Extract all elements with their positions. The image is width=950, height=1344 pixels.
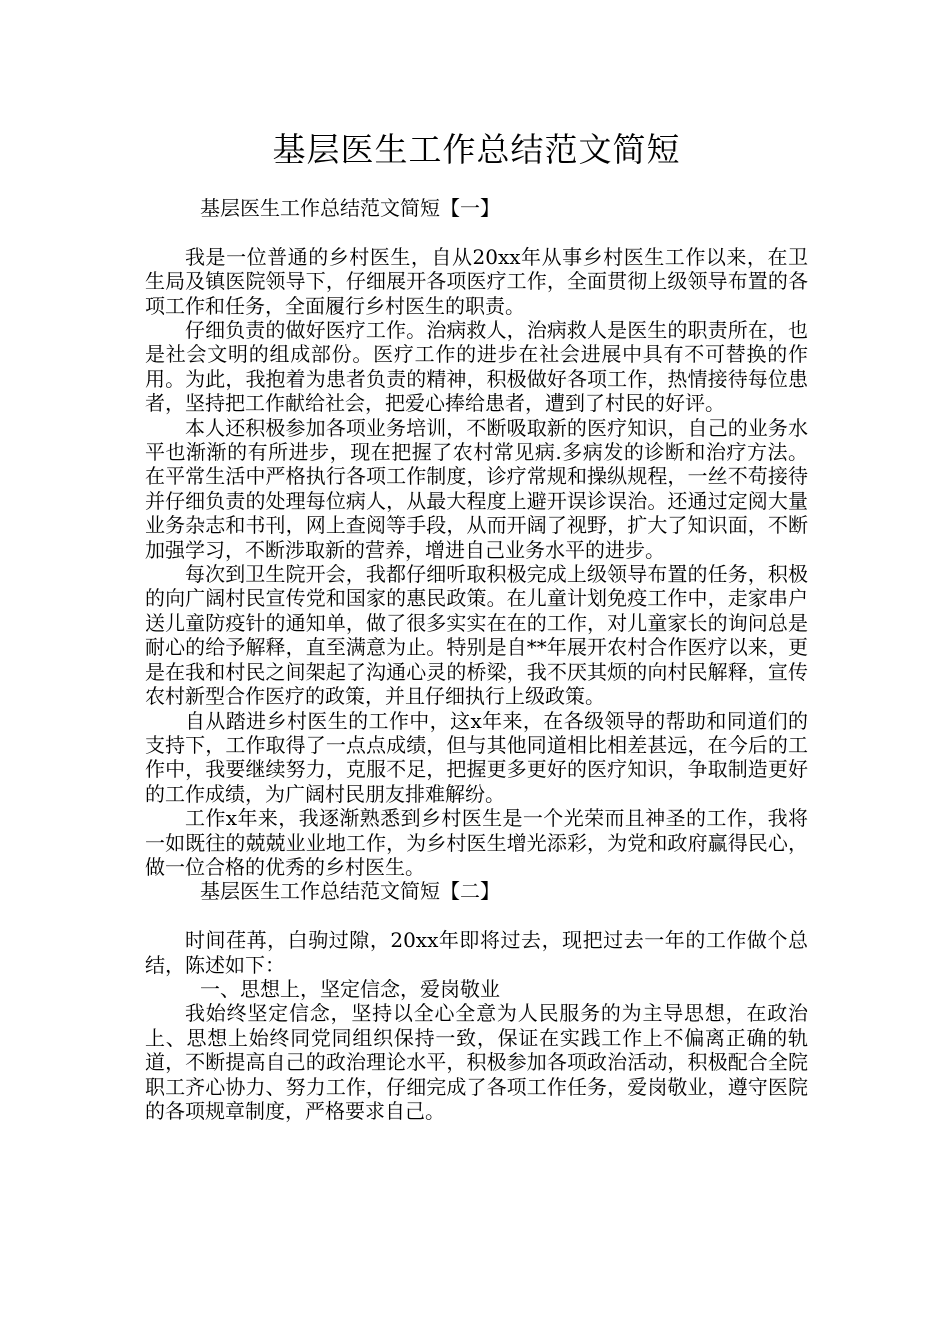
section-heading-2: 基层医生工作总结范文简短【二】 [200, 879, 500, 904]
paragraph: 仔细负责的做好医疗工作。治病救人，治病救人是医生的职责所在，也是社会文明的组成部份。医疗工作的进步在社会进展中具有不可替换的作用。为此，我抱着为患者负责的精神，积极做好各项工作，热情接待每位患者，坚持把工作献给社会，把爱心捧给患者，遭到了村民的好评。 [145, 318, 808, 416]
paragraph: 时间荏苒，白驹过隙，20xx年即将过去，现把过去一年的工作做个总结，陈述如下： [145, 928, 808, 977]
blank-line [145, 904, 808, 928]
subheading: 一、思想上，坚定信念，爱岗敬业 [200, 976, 500, 1001]
paragraph: 工作x年来，我逐渐熟悉到乡村医生是一个光荣而且神圣的工作，我将一如既往的兢兢业业地工作，为乡村医生增光添彩，为党和政府赢得民心，做一位合格的优秀的乡村医生。 [145, 806, 808, 879]
document-body [145, 196, 808, 1123]
paragraph: 自从踏进乡村医生的工作中，这x年来，在各级领导的帮助和同道们的支持下，工作取得了一点点成绩，但与其他同道相比相差甚远，在今后的工作中，我要继续努力，克服不足，把握更多更好的医疗知识，争取制造更好的工作成绩，为广阔村民朋友排难解纷。 [145, 708, 808, 806]
document-title: 基层医生工作总结范文简短 [272, 130, 681, 169]
paragraph: 我始终坚定信念，坚持以全心全意为人民服务的为主导思想，在政治上、思想上始终同党同组织保持一致，保证在实践工作上不偏离正确的轨道，不断提高自己的政治理论水平，积极参加各项政治活动，积极配合全院职工齐心协力、努力工作，仔细完成了各项工作任务，爱岗敬业，遵守医院的各项规章制度，严格要求自己。 [145, 1001, 808, 1123]
paragraph: 每次到卫生院开会，我都仔细听取积极完成上级领导布置的任务，积极的向广阔村民宣传党和国家的惠民政策。在儿童计划免疫工作中，走家串户送儿童防疫针的通知单，做了很多实实在在的工作，对儿童家长的询问总是耐心的给予解释，直至满意为止。特别是自**年展开农村合作医疗以来，更是在我和村民之间架起了沟通心灵的桥梁，我不厌其烦的向村民解释，宣传农村新型合作医疗的政策，并且仔细执行上级政策。 [145, 562, 808, 709]
blank-line [145, 220, 808, 244]
section-heading-1: 基层医生工作总结范文简短【一】 [200, 196, 500, 220]
paragraph: 本人还积极参加各项业务培训，不断吸取新的医疗知识，自己的业务水平也渐渐的有所进步，现在把握了农村常见病.多病发的诊断和治疗方法。在平常生活中严格执行各项工作制度，诊疗常规和操纵规程，一丝不苟接待并仔细负责的处理每位病人，从最大程度上避开误诊误治。还通过定阅大量业务杂志和书刊，网上查阅等手段，从而开阔了视野，扩大了知识面，不断加强学习，不断涉取新的营养，增进自己业务水平的进步。 [145, 415, 808, 562]
paragraph: 我是一位普通的乡村医生，自从20xx年从事乡村医生工作以来，在卫生局及镇医院领导下，仔细展开各项医疗工作，全面贯彻上级领导布置的各项工作和任务，全面履行乡村医生的职责。 [145, 244, 808, 318]
